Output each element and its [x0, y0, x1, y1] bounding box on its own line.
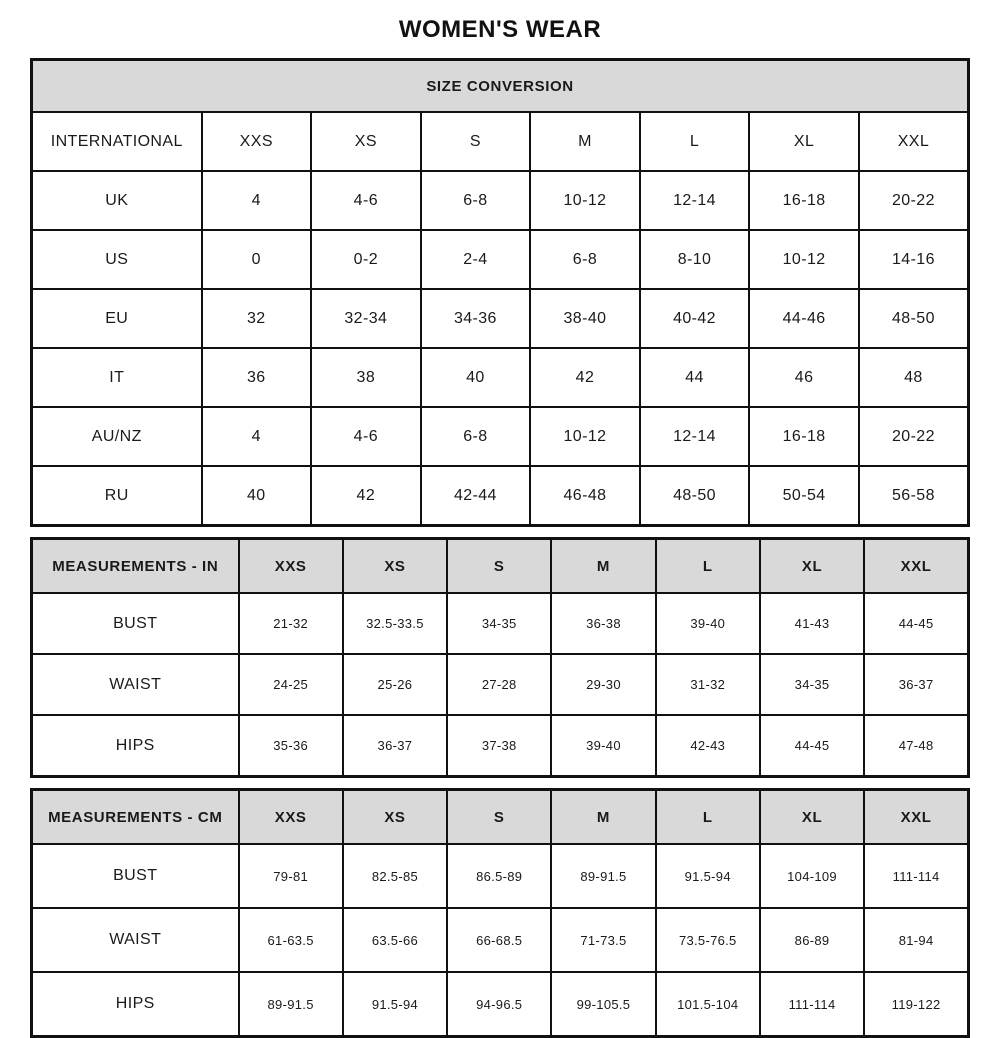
table-header-row — [32, 539, 969, 594]
measure-cell: 82.5-85 — [343, 844, 447, 908]
table-row-eu — [32, 289, 969, 348]
measure-cell: 21-32 — [239, 593, 343, 654]
size-cell: 4-6 — [311, 407, 421, 466]
measure-cell: 73.5-76.5 — [656, 908, 760, 972]
measure-cell: 61-63.5 — [239, 908, 343, 972]
size-cell: 4-6 — [311, 171, 421, 230]
size-cell: 4 — [202, 171, 312, 230]
row-label: HIPS — [32, 715, 239, 777]
size-col-header: XL — [760, 539, 864, 594]
size-cell: 8-10 — [640, 230, 750, 289]
size-col-header: XL — [749, 112, 859, 171]
size-cell: 46-48 — [530, 466, 640, 526]
size-col-header: XXL — [859, 112, 969, 171]
row-label: HIPS — [32, 972, 239, 1037]
size-cell: 20-22 — [859, 407, 969, 466]
size-cell: 46 — [749, 348, 859, 407]
size-cell: 42-44 — [421, 466, 531, 526]
size-cell: 38 — [311, 348, 421, 407]
size-col-header: S — [421, 112, 531, 171]
measurements-in-table — [30, 537, 970, 778]
row-label: IT — [32, 348, 202, 407]
measure-cell: 79-81 — [239, 844, 343, 908]
size-cell: 36 — [202, 348, 312, 407]
table-row-hips — [32, 972, 969, 1037]
measure-cell: 44-45 — [760, 715, 864, 777]
table-row-waist — [32, 654, 969, 715]
size-cell: 42 — [530, 348, 640, 407]
size-cell: 6-8 — [421, 407, 531, 466]
measure-cell: 47-48 — [864, 715, 968, 777]
table-title: MEASUREMENTS - IN — [32, 539, 239, 594]
measure-cell: 91.5-94 — [343, 972, 447, 1037]
table-header-row — [32, 60, 969, 113]
table-title: SIZE CONVERSION — [32, 60, 969, 113]
measure-cell: 39-40 — [551, 715, 655, 777]
size-col-header: XS — [343, 539, 447, 594]
measure-cell: 36-37 — [343, 715, 447, 777]
measure-cell: 32.5-33.5 — [343, 593, 447, 654]
row-label: US — [32, 230, 202, 289]
size-cell: 12-14 — [640, 407, 750, 466]
size-cell: 4 — [202, 407, 312, 466]
size-cell: 20-22 — [859, 171, 969, 230]
table-row-bust — [32, 593, 969, 654]
size-cell: 16-18 — [749, 407, 859, 466]
table-header-row — [32, 790, 969, 845]
table-row-waist — [32, 908, 969, 972]
measure-cell: 94-96.5 — [447, 972, 551, 1037]
table-row-aunz — [32, 407, 969, 466]
size-col-header: XXL — [864, 539, 968, 594]
measure-cell: 63.5-66 — [343, 908, 447, 972]
size-col-header: L — [640, 112, 750, 171]
measure-cell: 99-105.5 — [551, 972, 655, 1037]
size-cell: 44 — [640, 348, 750, 407]
size-header-row — [32, 112, 969, 171]
size-col-header: XS — [311, 112, 421, 171]
measure-cell: 86-89 — [760, 908, 864, 972]
size-cell: 2-4 — [421, 230, 531, 289]
size-cell: 40 — [421, 348, 531, 407]
row-label: BUST — [32, 593, 239, 654]
size-col-header: XXS — [239, 539, 343, 594]
size-col-header: L — [656, 790, 760, 845]
table-row-us — [32, 230, 969, 289]
measure-cell: 71-73.5 — [551, 908, 655, 972]
measure-cell: 36-38 — [551, 593, 655, 654]
size-cell: 32-34 — [311, 289, 421, 348]
size-cell: 14-16 — [859, 230, 969, 289]
measure-cell: 42-43 — [656, 715, 760, 777]
row-label: RU — [32, 466, 202, 526]
measure-cell: 27-28 — [447, 654, 551, 715]
measure-cell: 39-40 — [656, 593, 760, 654]
row-label: BUST — [32, 844, 239, 908]
measure-cell: 24-25 — [239, 654, 343, 715]
size-col-header: S — [447, 790, 551, 845]
size-col-header: M — [551, 539, 655, 594]
measure-cell: 86.5-89 — [447, 844, 551, 908]
size-cell: 40-42 — [640, 289, 750, 348]
size-cell: 10-12 — [749, 230, 859, 289]
table-row-ru — [32, 466, 969, 526]
size-conversion-table — [30, 58, 970, 527]
measure-cell: 101.5-104 — [656, 972, 760, 1037]
size-cell: 10-12 — [530, 171, 640, 230]
measurements-cm-table — [30, 788, 970, 1038]
size-cell: 38-40 — [530, 289, 640, 348]
measure-cell: 89-91.5 — [551, 844, 655, 908]
size-col-header: XXL — [864, 790, 968, 845]
table-row-it — [32, 348, 969, 407]
size-cell: 12-14 — [640, 171, 750, 230]
measure-cell: 25-26 — [343, 654, 447, 715]
row-label: WAIST — [32, 654, 239, 715]
size-cell: 50-54 — [749, 466, 859, 526]
size-col-header: L — [656, 539, 760, 594]
measure-cell: 111-114 — [864, 844, 968, 908]
size-col-header: M — [551, 790, 655, 845]
measure-cell: 35-36 — [239, 715, 343, 777]
row-label: WAIST — [32, 908, 239, 972]
size-cell: 42 — [311, 466, 421, 526]
size-cell: 56-58 — [859, 466, 969, 526]
size-col-header: XL — [760, 790, 864, 845]
measure-cell: 81-94 — [864, 908, 968, 972]
size-cell: 40 — [202, 466, 312, 526]
size-cell: 44-46 — [749, 289, 859, 348]
measure-cell: 119-122 — [864, 972, 968, 1037]
size-chart-page — [30, 0, 970, 1038]
measure-cell: 36-37 — [864, 654, 968, 715]
size-cell: 34-36 — [421, 289, 531, 348]
size-col-header: XXS — [202, 112, 312, 171]
row-label: AU/NZ — [32, 407, 202, 466]
size-cell: 6-8 — [530, 230, 640, 289]
size-col-header: XXS — [239, 790, 343, 845]
col-header-international: INTERNATIONAL — [32, 112, 202, 171]
size-col-header: XS — [343, 790, 447, 845]
size-cell: 48-50 — [640, 466, 750, 526]
measure-cell: 91.5-94 — [656, 844, 760, 908]
size-col-header: M — [530, 112, 640, 171]
size-col-header: S — [447, 539, 551, 594]
measure-cell: 104-109 — [760, 844, 864, 908]
page-title: WOMEN'S WEAR — [398, 16, 602, 43]
measure-cell: 37-38 — [447, 715, 551, 777]
measure-cell: 34-35 — [447, 593, 551, 654]
table-title: MEASUREMENTS - CM — [32, 790, 239, 845]
size-cell: 0-2 — [311, 230, 421, 289]
measure-cell: 34-35 — [760, 654, 864, 715]
size-cell: 16-18 — [749, 171, 859, 230]
measure-cell: 41-43 — [760, 593, 864, 654]
measure-cell: 31-32 — [656, 654, 760, 715]
table-row-bust — [32, 844, 969, 908]
size-cell: 48 — [859, 348, 969, 407]
size-cell: 48-50 — [859, 289, 969, 348]
size-cell: 0 — [202, 230, 312, 289]
row-label: EU — [32, 289, 202, 348]
size-cell: 10-12 — [530, 407, 640, 466]
size-cell: 32 — [202, 289, 312, 348]
table-row-uk — [32, 171, 969, 230]
measure-cell: 66-68.5 — [447, 908, 551, 972]
measure-cell: 29-30 — [551, 654, 655, 715]
measure-cell: 44-45 — [864, 593, 968, 654]
row-label: UK — [32, 171, 202, 230]
measure-cell: 111-114 — [760, 972, 864, 1037]
table-row-hips — [32, 715, 969, 777]
measure-cell: 89-91.5 — [239, 972, 343, 1037]
size-cell: 6-8 — [421, 171, 531, 230]
